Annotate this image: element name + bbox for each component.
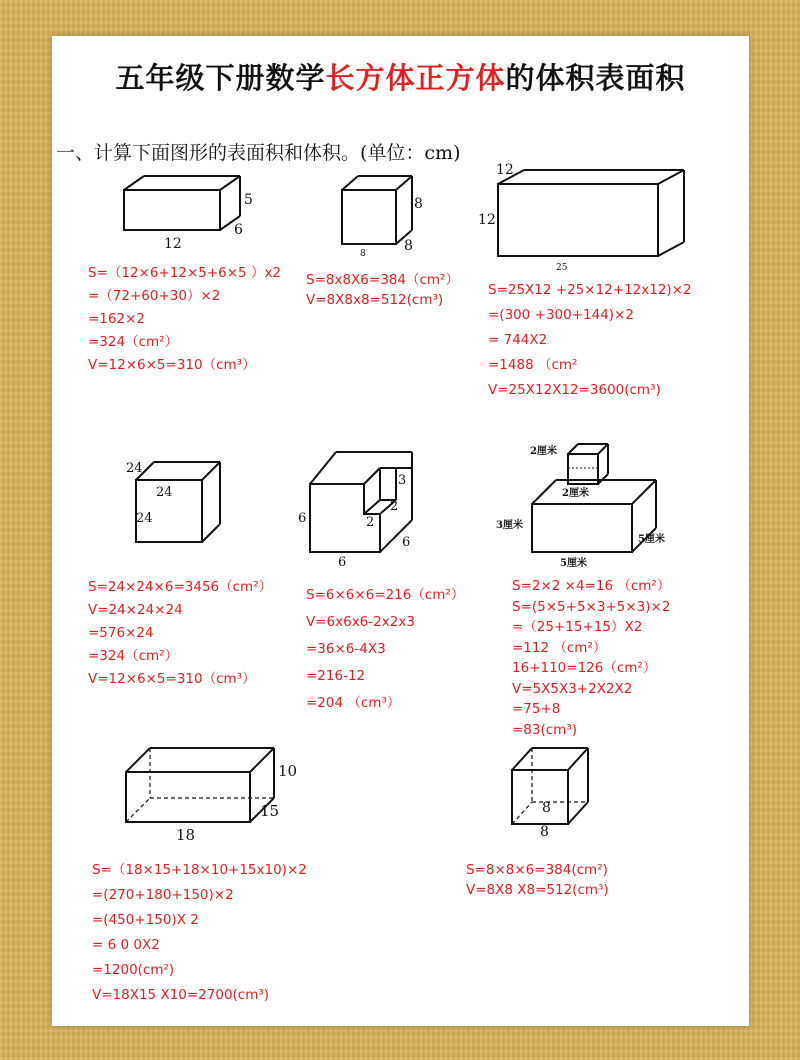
title-suffix: 的体积表面积 — [505, 61, 686, 95]
solution-line: S=8x8X6=384（cm²） — [306, 272, 459, 288]
dim-label-height: 6 — [298, 511, 307, 526]
dim-label-height: 3厘米 — [496, 520, 523, 531]
solution-line: =(450+150)X 2 — [92, 912, 199, 928]
dim-label-height: 5 — [244, 192, 253, 208]
solution-line: S=(5×5+5×3+5×3)×2 — [512, 598, 671, 615]
dim-label-length: 18 — [176, 826, 196, 844]
figure-notched-cube-5 — [296, 444, 436, 568]
dim-label-length: 5厘米 — [560, 558, 587, 569]
solution-line: =1200(cm²) — [92, 962, 175, 978]
solution-line: =(270+180+150)×2 — [92, 887, 234, 903]
solution-6 — [512, 576, 670, 740]
solution-line: V=12×6×5=310（cm³） — [88, 671, 256, 687]
solution-line: S=24×24×6=3456（cm²） — [88, 579, 273, 595]
cube-diagram — [124, 456, 234, 556]
solution-line: =112 （cm²） — [512, 639, 607, 656]
dim-label-width: 6 — [234, 222, 243, 238]
solution-line: V=5X5X3+2X2X2 — [512, 680, 633, 697]
wireframe-cuboid-diagram — [112, 740, 302, 844]
figure-cuboid-1 — [110, 172, 270, 252]
dim-label-width: 12 — [496, 162, 514, 178]
solution-line: =36×6-4X3 — [306, 641, 386, 657]
dim-label-width: 24 — [126, 461, 143, 476]
stacked-solid-diagram — [496, 434, 676, 570]
solution-line: =(300 +300+144)×2 — [488, 307, 634, 323]
solution-line: =324（cm²） — [88, 334, 179, 350]
solution-line: =75+8 — [512, 701, 561, 717]
solution-line: V=8X8x8=512(cm³) — [306, 292, 444, 308]
solution-line: S=8×8×6=384(cm²) — [466, 862, 608, 878]
solution-line: S=（12×6+12×5+6×5 ）x2 — [88, 265, 282, 281]
dim-label-height: 8 — [542, 800, 551, 816]
solution-line: =162×2 — [88, 311, 145, 327]
solution-line: =204 （cm³） — [306, 695, 401, 711]
solution-line: =1488 （cm² — [488, 357, 578, 373]
solution-line: V=6x6x6-2x2x3 — [306, 614, 415, 630]
dim-label-length: 8 — [540, 824, 549, 840]
figure-cube-4 — [124, 456, 234, 556]
solution-3 — [488, 278, 692, 403]
dim-label-length: 25 — [556, 263, 568, 273]
cuboid-diagram — [474, 158, 694, 274]
dim-label-width: 15 — [260, 802, 280, 820]
figure-cube-2 — [330, 172, 430, 258]
dim-label-width: 5厘米 — [638, 534, 665, 545]
solution-2 — [306, 270, 459, 310]
dim-label-small-width: 2厘米 — [562, 488, 589, 499]
solution-line: V=8X8 X8=512(cm³) — [466, 882, 609, 898]
figure-cuboid-3 — [474, 158, 694, 274]
solution-line: V=25X12X12=3600(cm³) — [488, 382, 661, 398]
dim-label-small-height: 2厘米 — [530, 446, 557, 457]
section-heading: 一、计算下面图形的表面积和体积。(单位：cm) — [56, 142, 461, 164]
solution-line: S=（18×15+18×10+15x10)×2 — [92, 862, 307, 878]
dim-label-length: 12 — [164, 236, 182, 252]
page-title — [52, 56, 749, 97]
solution-line: 16+110=126（cm²） — [512, 660, 657, 676]
solution-line: =216-12 — [306, 668, 366, 684]
title-prefix: 五年级下册数学 — [115, 61, 326, 95]
notched-cube-diagram — [296, 444, 436, 568]
solution-line: V=18X15 X10=2700(cm³) — [92, 987, 270, 1003]
dim-label-notch-height: 2 — [390, 499, 399, 514]
solution-1 — [88, 262, 281, 377]
solution-8 — [466, 860, 609, 900]
dim-label-width: 8 — [404, 238, 413, 254]
dim-label-width: 6 — [402, 535, 411, 550]
dim-label-height: 12 — [478, 212, 496, 228]
solution-line: =83(cm³) — [512, 721, 578, 738]
wireframe-cube-diagram — [504, 740, 604, 838]
solution-line: =324（cm²） — [88, 648, 179, 664]
solution-line: =（72+60+30）×2 — [88, 288, 221, 304]
solution-line: S=25X12 +25×12+12x12)×2 — [488, 282, 692, 298]
dim-label-height: 8 — [414, 196, 423, 212]
dim-label-notch-depth: 3 — [398, 473, 407, 488]
solution-line: =576×24 — [88, 625, 154, 641]
solution-line: = 6 0 0X2 — [92, 937, 160, 953]
title-highlight: 长方体正方体 — [325, 61, 506, 95]
figure-cuboid-7 — [112, 740, 302, 844]
dim-label-notch-width: 2 — [366, 515, 375, 530]
dim-label-length: 6 — [338, 555, 347, 570]
figure-stacked-6 — [496, 434, 676, 570]
solution-7 — [92, 858, 307, 1008]
solution-line: S=2×2 ×4=16 （cm²） — [512, 578, 671, 594]
solution-line: S=6×6×6=216（cm²） — [306, 587, 465, 603]
solution-4 — [88, 576, 272, 691]
dim-label-height: 24 — [136, 511, 153, 526]
dim-label-height: 10 — [278, 762, 298, 780]
cube-diagram — [330, 172, 430, 258]
solution-line: V=12×6×5=310（cm³） — [88, 357, 256, 373]
solution-line: =（25+15+15）X2 — [512, 619, 643, 635]
dim-label-length: 24 — [156, 485, 173, 500]
solution-line: V=24×24×24 — [88, 602, 183, 618]
cuboid-diagram — [110, 172, 270, 252]
dim-label-length: 8 — [360, 249, 366, 259]
solution-5 — [306, 582, 464, 717]
figure-cube-8 — [504, 740, 604, 838]
solution-line: = 744X2 — [488, 332, 548, 348]
